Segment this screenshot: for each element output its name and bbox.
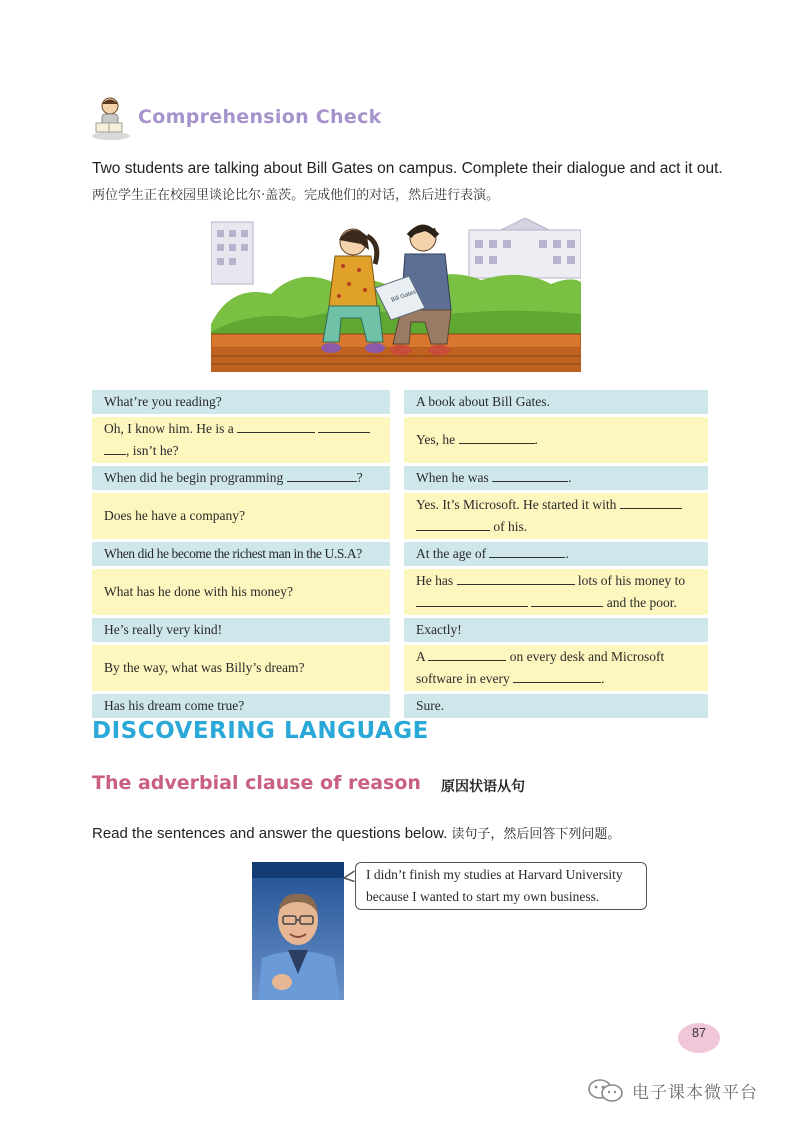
watermark-text: 电子课本微平台 [632, 1083, 758, 1103]
dialogue-left-6: What has he done with his money? [104, 584, 293, 599]
adverbial-clause-title-zh: 原因状语从句 [441, 779, 525, 795]
quote-speech-bubble [355, 862, 647, 910]
table-row: When did he begin programming ? When he was . [92, 466, 708, 490]
dialogue-right-8a: A [416, 649, 426, 664]
dialogue-right-4a: Yes. It’s Microsoft. He started it with [416, 497, 617, 512]
answer-blank[interactable] [489, 544, 565, 558]
quote-line-1: I didn’t finish my studies at Harvard University [366, 867, 623, 882]
table-row: When did he become the richest man in the U.S.A? At the age of . [92, 542, 708, 566]
dialogue-left-2b: , isn’t he? [126, 443, 179, 458]
page-number: 87 [692, 1026, 706, 1040]
table-row: By the way, what was Billy’s dream? A on every desk and Microsoft software in every . [92, 645, 708, 691]
reading-student-icon [90, 95, 132, 141]
dialogue-right-3: When he was [416, 470, 489, 485]
answer-blank[interactable] [318, 419, 370, 433]
dialogue-right-7: Exactly! [416, 622, 462, 637]
comprehension-check-title: Comprehension Check [138, 106, 382, 128]
students-on-campus-illustration [211, 214, 581, 372]
comprehension-instruction-zh: 两位学生正在校园里谈论比尔·盖茨。完成他们的对话，然后进行表演。 [92, 188, 500, 203]
bill-gates-photo [252, 862, 344, 1000]
dialogue-table [92, 390, 708, 721]
dialogue-right-2: Yes, he [416, 432, 456, 447]
reading-instruction-zh: 读句子，然后回答下列问题。 [451, 827, 621, 842]
dialogue-right-6a: He has [416, 573, 454, 588]
answer-blank[interactable] [459, 430, 535, 444]
question-mark: ? [356, 470, 363, 485]
answer-blank[interactable] [513, 669, 601, 683]
answer-blank[interactable] [492, 468, 568, 482]
dialogue-left-2a: Oh, I know him. He is a [104, 421, 234, 436]
dialogue-left-9: Has his dream come true? [104, 698, 245, 713]
comprehension-instruction: Two students are talking about Bill Gates on campus. Complete their dialogue and act it out. [92, 160, 723, 177]
answer-blank[interactable] [620, 495, 682, 509]
reading-instruction [92, 823, 620, 842]
table-row [92, 618, 708, 642]
dialogue-right-8c: software in every [416, 671, 510, 686]
adverbial-clause-title: The adverbial clause of reason [92, 772, 421, 794]
dialogue-left-1: What’re you reading? [104, 394, 222, 409]
dialogue-left-3: When did he begin programming [104, 470, 284, 485]
dialogue-right-8b: on every desk and Microsoft [509, 649, 665, 664]
dialogue-left-5: When did he become the richest man in the U.S.A? [104, 546, 362, 561]
answer-blank[interactable] [416, 517, 490, 531]
answer-blank[interactable] [416, 593, 528, 607]
dialogue-left-7: He’s really very kind! [104, 622, 223, 637]
dialogue-right-6c: and the poor. [606, 595, 677, 610]
discovering-language-title: DISCOVERING LANGUAGE [92, 718, 429, 744]
book-cover-text: Bill Gates [390, 289, 417, 304]
table-row [92, 569, 708, 615]
table-row [92, 694, 708, 718]
dialogue-right-1: A book about Bill Gates. [416, 394, 550, 409]
answer-blank[interactable] [531, 593, 603, 607]
dialogue-right-4b: of his. [493, 519, 528, 534]
answer-blank[interactable] [287, 468, 357, 482]
wechat-icon [586, 1078, 626, 1104]
answer-blank[interactable] [237, 419, 315, 433]
dialogue-right-6b: lots of his money to [577, 573, 686, 588]
dialogue-left-4: Does he have a company? [104, 508, 245, 523]
answer-blank[interactable] [457, 571, 575, 585]
dialogue-left-8: By the way, what was Billy’s dream? [104, 660, 305, 675]
table-row [92, 390, 708, 414]
answer-blank[interactable] [428, 647, 506, 661]
dialogue-right-9: Sure. [416, 698, 445, 713]
reading-instruction-en: Read the sentences and answer the questions below. [92, 825, 448, 842]
dialogue-right-5: At the age of [416, 546, 487, 561]
quote-line-2: because I wanted to start my own business. [366, 889, 600, 904]
table-row: Oh, I know him. He is a , isn’t he? Yes, he . [92, 417, 708, 463]
table-row [92, 493, 708, 539]
answer-blank[interactable] [104, 441, 126, 455]
